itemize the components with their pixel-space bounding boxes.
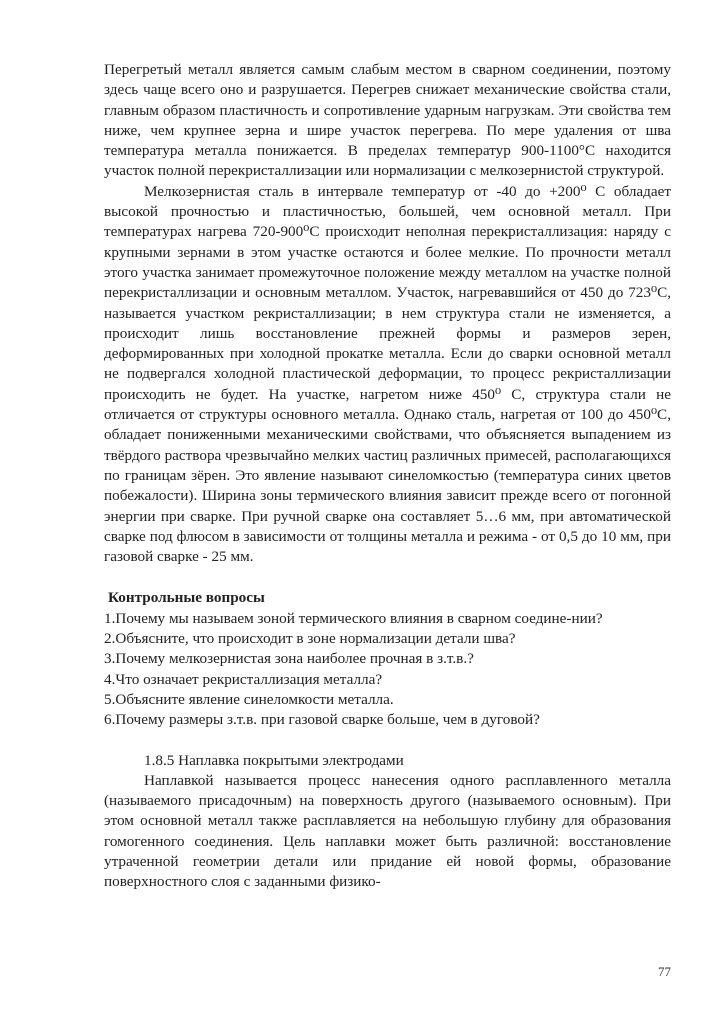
- question-item: 5.Объясните явление синеломкости металла.: [104, 690, 394, 708]
- question-item: 4.Что означает рекристаллизация металла?: [104, 670, 383, 688]
- question-item: 1.Почему мы называем зоной термического влияния в сварном соедине-нии?: [104, 609, 603, 627]
- page-content: [104, 60, 671, 893]
- control-questions-heading: Контрольные вопросы: [108, 589, 265, 607]
- section-title: 1.8.5 Наплавка покрытыми электродами: [144, 751, 404, 769]
- question-item: 6.Почему размеры з.т.в. при газовой сварке больше, чем в дуговой?: [104, 711, 540, 729]
- paragraph-fine-grained-steel: Мелкозернистая сталь в интервале температур от -40 до +200⁰ С обладает высокой прочностью и пластичностью, большей, чем основной металл. При температурах нагрева 720-900⁰С происходит неполная перекристаллизация: наряду с крупными зернами в этом участке остаются и более мелкие. По прочности металл этого участка занимает промежуточное положение между металлом на участке полной перекристаллизации и основным металлом. Участок, нагревавшийся от 450 до 723⁰С, называется участком рекристаллизации; в нем структура стали не изменяется, а происходит лишь восстановление прежней формы и размеров зерен, деформированных при холодной прокатке металла. Если до сварки основной металл не подвергался холодной пластической деформации, то процесс рекристаллизации происходить не будет. На участке, нагретом ниже 450⁰ С, структура стали не отличается от структуры основного металла. Однако сталь, нагретая от 100 до 450⁰С, обладает пониженными механическими свойствами, что объясняется выпадением из твёрдого раствора чрезвычайно мелких частиц различных примесей, располагающихся по границам зёрен. Это явление называют синеломкостью (температура синих цветов побежалости). Ширина зоны термического влияния зависит прежде всего от погонной энергии при сварке. При ручной сварке она составляет 5…6 мм, при автоматической сварке под флюсом в зависимости от толщины металла и режима - от 0,5 до 10 мм, при газовой сварке - 25 мм.: [104, 182, 671, 566]
- question-item: 3.Почему мелкозернистая зона наиболее прочная в з.т.в.?: [104, 650, 474, 668]
- paragraph-surfacing: Наплавкой называется процесс нанесения одного расплавленного металла (называемого присадочным) на поверхность другого (называемого основным). При этом основной металл также расплавляется на небольшую глубину для образования гомогенного соединения. Цель наплавки может быть различной: восстановление утраченной геометрии детали или придание ей новой формы, образование поверхностного слоя с заданными физико-: [104, 771, 671, 891]
- question-item: 2.Объясните, что происходит в зоне нормализации детали шва?: [104, 630, 516, 648]
- control-questions-list: [104, 609, 671, 731]
- page-number: 77: [658, 964, 671, 979]
- paragraph-overheated-metal: Перегретый металл является самым слабым местом в сварном соединении, поэтому здесь чаще всего оно и разрушается. Перегрев снижает механические свойства стали, главным образом пластичность и сопротивление ударным нагрузкам. Эти свойства тем ниже, чем крупнее зерна и шире участок перегрева. По мере удаления от шва температура металла понижается. В пределах температур 900-1100°С находится участок полной перекристаллизации или нормализации с мелкозернистой структурой.: [104, 61, 671, 180]
